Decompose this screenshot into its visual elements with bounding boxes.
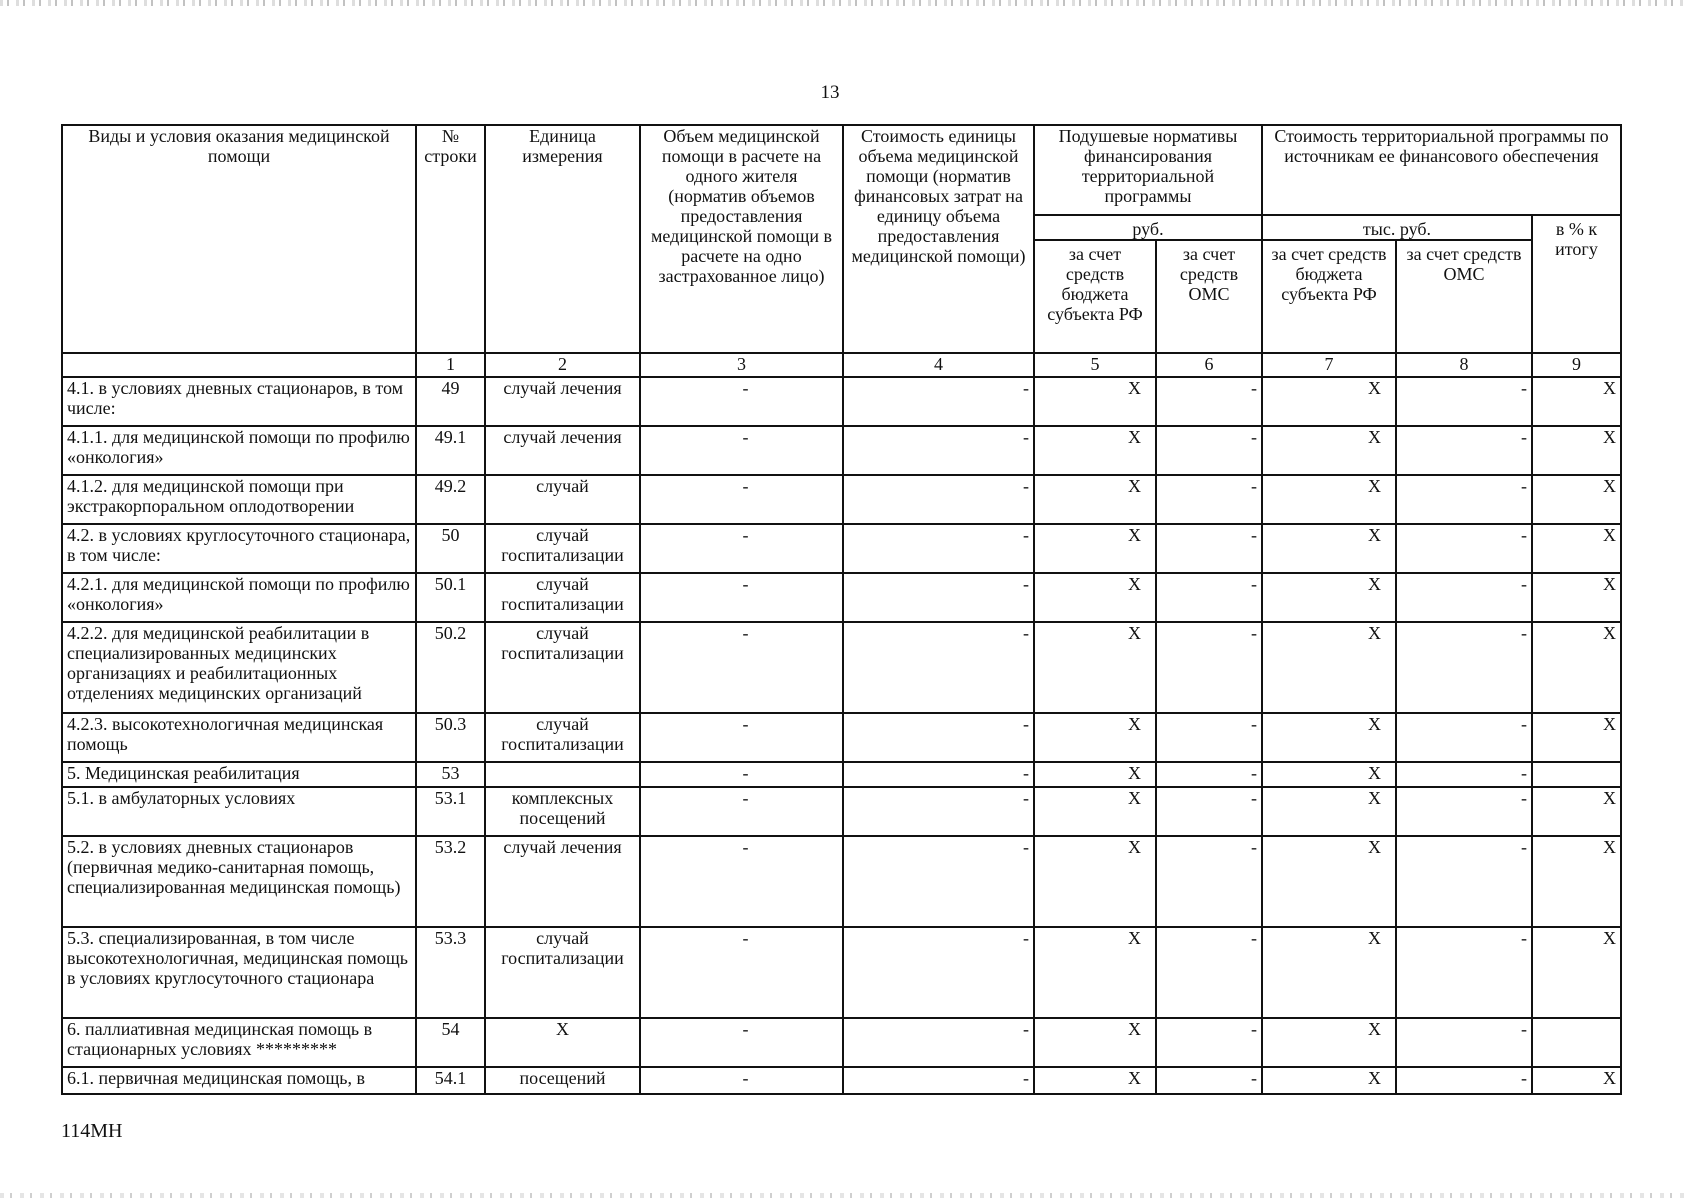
- header-per-capita: Подушевые нормативы финансирования территориальной программы: [1034, 125, 1262, 215]
- row-line: 50: [416, 524, 485, 573]
- row-oms: -: [1156, 787, 1262, 836]
- row-unit: случай госпитализации: [485, 713, 640, 762]
- header-pct-total: в % к итогу: [1532, 215, 1621, 353]
- row-volume: -: [640, 762, 843, 787]
- row-budget: X: [1034, 475, 1156, 524]
- row-name: 4.2.1. для медицинской помощи по профилю «онкология»: [62, 573, 416, 622]
- row-oms: -: [1156, 524, 1262, 573]
- row-line: 54.1: [416, 1067, 485, 1094]
- row-budget-thous: X: [1262, 573, 1396, 622]
- table-row: [62, 836, 1621, 927]
- row-budget: X: [1034, 524, 1156, 573]
- row-name: 4.2.2. для медицинской реабилитации в специализированных медицинских организациях и реабилитационных отделениях медицинских организаций: [62, 622, 416, 713]
- column-number: 8: [1396, 353, 1532, 377]
- row-name: 4.1. в условиях дневных стационаров, в том числе:: [62, 377, 416, 426]
- table-row: [62, 713, 1621, 762]
- row-oms-thous: -: [1396, 573, 1532, 622]
- header-oms: за счет средств ОМС: [1156, 240, 1262, 353]
- table-row: [62, 762, 1621, 787]
- row-line: 49.2: [416, 475, 485, 524]
- row-budget-thous: X: [1262, 622, 1396, 713]
- row-pct: X: [1532, 927, 1621, 1018]
- header-line-no: № строки: [416, 125, 485, 353]
- column-number: 4: [843, 353, 1034, 377]
- row-unit: случай госпитализации: [485, 622, 640, 713]
- row-budget-thous: X: [1262, 1018, 1396, 1067]
- row-cost: -: [843, 713, 1034, 762]
- header-budget-rf-thous: за счет средств бюджета субъекта РФ: [1262, 240, 1396, 353]
- page-number: 13: [820, 82, 840, 103]
- row-name: 4.2.3. высокотехнологичная медицинская помощь: [62, 713, 416, 762]
- scan-edge-top: [0, 0, 1686, 6]
- row-oms-thous: -: [1396, 1018, 1532, 1067]
- row-pct: X: [1532, 622, 1621, 713]
- row-line: 53.3: [416, 927, 485, 1018]
- row-cost: -: [843, 836, 1034, 927]
- row-unit: случай лечения: [485, 377, 640, 426]
- row-oms-thous: -: [1396, 713, 1532, 762]
- row-oms: -: [1156, 1018, 1262, 1067]
- row-budget: X: [1034, 1018, 1156, 1067]
- row-cost: -: [843, 475, 1034, 524]
- row-budget: X: [1034, 787, 1156, 836]
- row-cost: -: [843, 426, 1034, 475]
- header-volume: Объем медицинской помощи в расчете на одного жителя (норматив объемов предоставления медицинской помощи в расчете на одно застрахованное лицо): [640, 125, 843, 353]
- row-pct: X: [1532, 426, 1621, 475]
- table-row: [62, 787, 1621, 836]
- row-unit: X: [485, 1018, 640, 1067]
- table-row: [62, 1067, 1621, 1094]
- row-unit: случай лечения: [485, 426, 640, 475]
- table-row: [62, 377, 1621, 426]
- row-unit: случай: [485, 475, 640, 524]
- column-number: [62, 353, 416, 377]
- row-name: 4.1.1. для медицинской помощи по профилю «онкология»: [62, 426, 416, 475]
- column-number: 9: [1532, 353, 1621, 377]
- row-budget-thous: X: [1262, 836, 1396, 927]
- row-budget-thous: X: [1262, 426, 1396, 475]
- row-budget: X: [1034, 762, 1156, 787]
- row-pct: X: [1532, 524, 1621, 573]
- row-volume: -: [640, 1067, 843, 1094]
- row-line: 49.1: [416, 426, 485, 475]
- row-pct: [1532, 1018, 1621, 1067]
- row-name: 4.2. в условиях круглосуточного стационара, в том числе:: [62, 524, 416, 573]
- row-unit: посещений: [485, 1067, 640, 1094]
- header-row-1: [62, 125, 1621, 215]
- row-volume: -: [640, 713, 843, 762]
- header-program-cost: Стоимость территориальной программы по источникам ее финансового обеспечения: [1262, 125, 1621, 215]
- row-budget-thous: X: [1262, 927, 1396, 1018]
- column-number: 6: [1156, 353, 1262, 377]
- row-pct: X: [1532, 573, 1621, 622]
- row-pct: X: [1532, 377, 1621, 426]
- row-unit: случай госпитализации: [485, 927, 640, 1018]
- row-unit: случай госпитализации: [485, 573, 640, 622]
- row-budget: X: [1034, 1067, 1156, 1094]
- row-budget-thous: X: [1262, 762, 1396, 787]
- scan-edge-bottom: [0, 1193, 1686, 1198]
- row-line: 54: [416, 1018, 485, 1067]
- row-pct: [1532, 762, 1621, 787]
- row-oms: -: [1156, 1067, 1262, 1094]
- row-name: 5.2. в условиях дневных стационаров (первичная медико-санитарная помощь, специализированная медицинская помощь): [62, 836, 416, 927]
- row-volume: -: [640, 426, 843, 475]
- row-oms-thous: -: [1396, 762, 1532, 787]
- column-number-row: [62, 353, 1621, 377]
- row-line: 50.2: [416, 622, 485, 713]
- row-name: 5.3. специализированная, в том числе высокотехнологичная, медицинская помощь в условиях круглосуточного стационара: [62, 927, 416, 1018]
- table-row: [62, 622, 1621, 713]
- row-oms: -: [1156, 836, 1262, 927]
- row-oms-thous: -: [1396, 377, 1532, 426]
- row-budget-thous: X: [1262, 713, 1396, 762]
- row-oms-thous: -: [1396, 927, 1532, 1018]
- financing-table: [61, 124, 1622, 1095]
- row-unit: случай лечения: [485, 836, 640, 927]
- row-oms: -: [1156, 927, 1262, 1018]
- table-row: [62, 573, 1621, 622]
- row-cost: -: [843, 524, 1034, 573]
- header-oms-thous: за счет средств ОМС: [1396, 240, 1532, 353]
- row-oms: -: [1156, 426, 1262, 475]
- row-oms-thous: -: [1396, 622, 1532, 713]
- row-budget: X: [1034, 927, 1156, 1018]
- column-number: 1: [416, 353, 485, 377]
- row-oms-thous: -: [1396, 475, 1532, 524]
- row-cost: -: [843, 1067, 1034, 1094]
- row-pct: X: [1532, 787, 1621, 836]
- row-oms: -: [1156, 573, 1262, 622]
- row-volume: -: [640, 787, 843, 836]
- row-oms: -: [1156, 475, 1262, 524]
- row-oms-thous: -: [1396, 1067, 1532, 1094]
- header-type: Виды и условия оказания медицинской помощи: [62, 125, 416, 353]
- row-line: 50.3: [416, 713, 485, 762]
- row-budget: X: [1034, 836, 1156, 927]
- row-name: 5. Медицинская реабилитация: [62, 762, 416, 787]
- row-budget: X: [1034, 573, 1156, 622]
- row-volume: -: [640, 573, 843, 622]
- row-line: 53.2: [416, 836, 485, 927]
- row-budget: X: [1034, 713, 1156, 762]
- row-budget-thous: X: [1262, 475, 1396, 524]
- row-line: 53.1: [416, 787, 485, 836]
- row-line: 53: [416, 762, 485, 787]
- row-oms-thous: -: [1396, 524, 1532, 573]
- row-oms-thous: -: [1396, 426, 1532, 475]
- row-name: 5.1. в амбулаторных условиях: [62, 787, 416, 836]
- row-cost: -: [843, 622, 1034, 713]
- row-volume: -: [640, 1018, 843, 1067]
- header-thous-rub: тыс. руб.: [1262, 215, 1532, 240]
- row-pct: X: [1532, 1067, 1621, 1094]
- header-unit: Единица измерения: [485, 125, 640, 353]
- row-budget-thous: X: [1262, 787, 1396, 836]
- row-cost: -: [843, 377, 1034, 426]
- row-volume: -: [640, 524, 843, 573]
- row-budget-thous: X: [1262, 1067, 1396, 1094]
- row-pct: X: [1532, 713, 1621, 762]
- table-row: [62, 927, 1621, 1018]
- row-cost: -: [843, 927, 1034, 1018]
- column-number: 3: [640, 353, 843, 377]
- row-cost: -: [843, 1018, 1034, 1067]
- row-line: 50.1: [416, 573, 485, 622]
- row-budget: X: [1034, 377, 1156, 426]
- row-name: 4.1.2. для медицинской помощи при экстракорпоральном оплодотворении: [62, 475, 416, 524]
- row-pct: X: [1532, 475, 1621, 524]
- row-unit: [485, 762, 640, 787]
- row-cost: -: [843, 573, 1034, 622]
- row-unit: случай госпитализации: [485, 524, 640, 573]
- column-number: 2: [485, 353, 640, 377]
- header-unit-cost: Стоимость единицы объема медицинской помощи (норматив финансовых затрат на единицу объема предоставления медицинской помощи): [843, 125, 1034, 353]
- row-pct: X: [1532, 836, 1621, 927]
- table-row: [62, 475, 1621, 524]
- row-volume: -: [640, 475, 843, 524]
- row-line: 49: [416, 377, 485, 426]
- table-row: [62, 426, 1621, 475]
- footer-code: 114МН: [61, 1120, 123, 1142]
- row-oms: -: [1156, 762, 1262, 787]
- row-unit: комплексных посещений: [485, 787, 640, 836]
- header-rub: руб.: [1034, 215, 1262, 240]
- row-volume: -: [640, 622, 843, 713]
- row-volume: -: [640, 927, 843, 1018]
- row-budget-thous: X: [1262, 377, 1396, 426]
- row-name: 6. паллиативная медицинская помощь в стационарных условиях *********: [62, 1018, 416, 1067]
- row-oms: -: [1156, 713, 1262, 762]
- row-volume: -: [640, 377, 843, 426]
- row-budget-thous: X: [1262, 524, 1396, 573]
- column-number: 5: [1034, 353, 1156, 377]
- row-cost: -: [843, 787, 1034, 836]
- row-name: 6.1. первичная медицинская помощь, в: [62, 1067, 416, 1094]
- row-budget: X: [1034, 426, 1156, 475]
- row-cost: -: [843, 762, 1034, 787]
- row-oms: -: [1156, 622, 1262, 713]
- table-row: [62, 524, 1621, 573]
- row-oms-thous: -: [1396, 836, 1532, 927]
- row-oms-thous: -: [1396, 787, 1532, 836]
- row-oms: -: [1156, 377, 1262, 426]
- row-volume: -: [640, 836, 843, 927]
- row-budget: X: [1034, 622, 1156, 713]
- header-budget-rf: за счет средств бюджета субъекта РФ: [1034, 240, 1156, 353]
- table-row: [62, 1018, 1621, 1067]
- column-number: 7: [1262, 353, 1396, 377]
